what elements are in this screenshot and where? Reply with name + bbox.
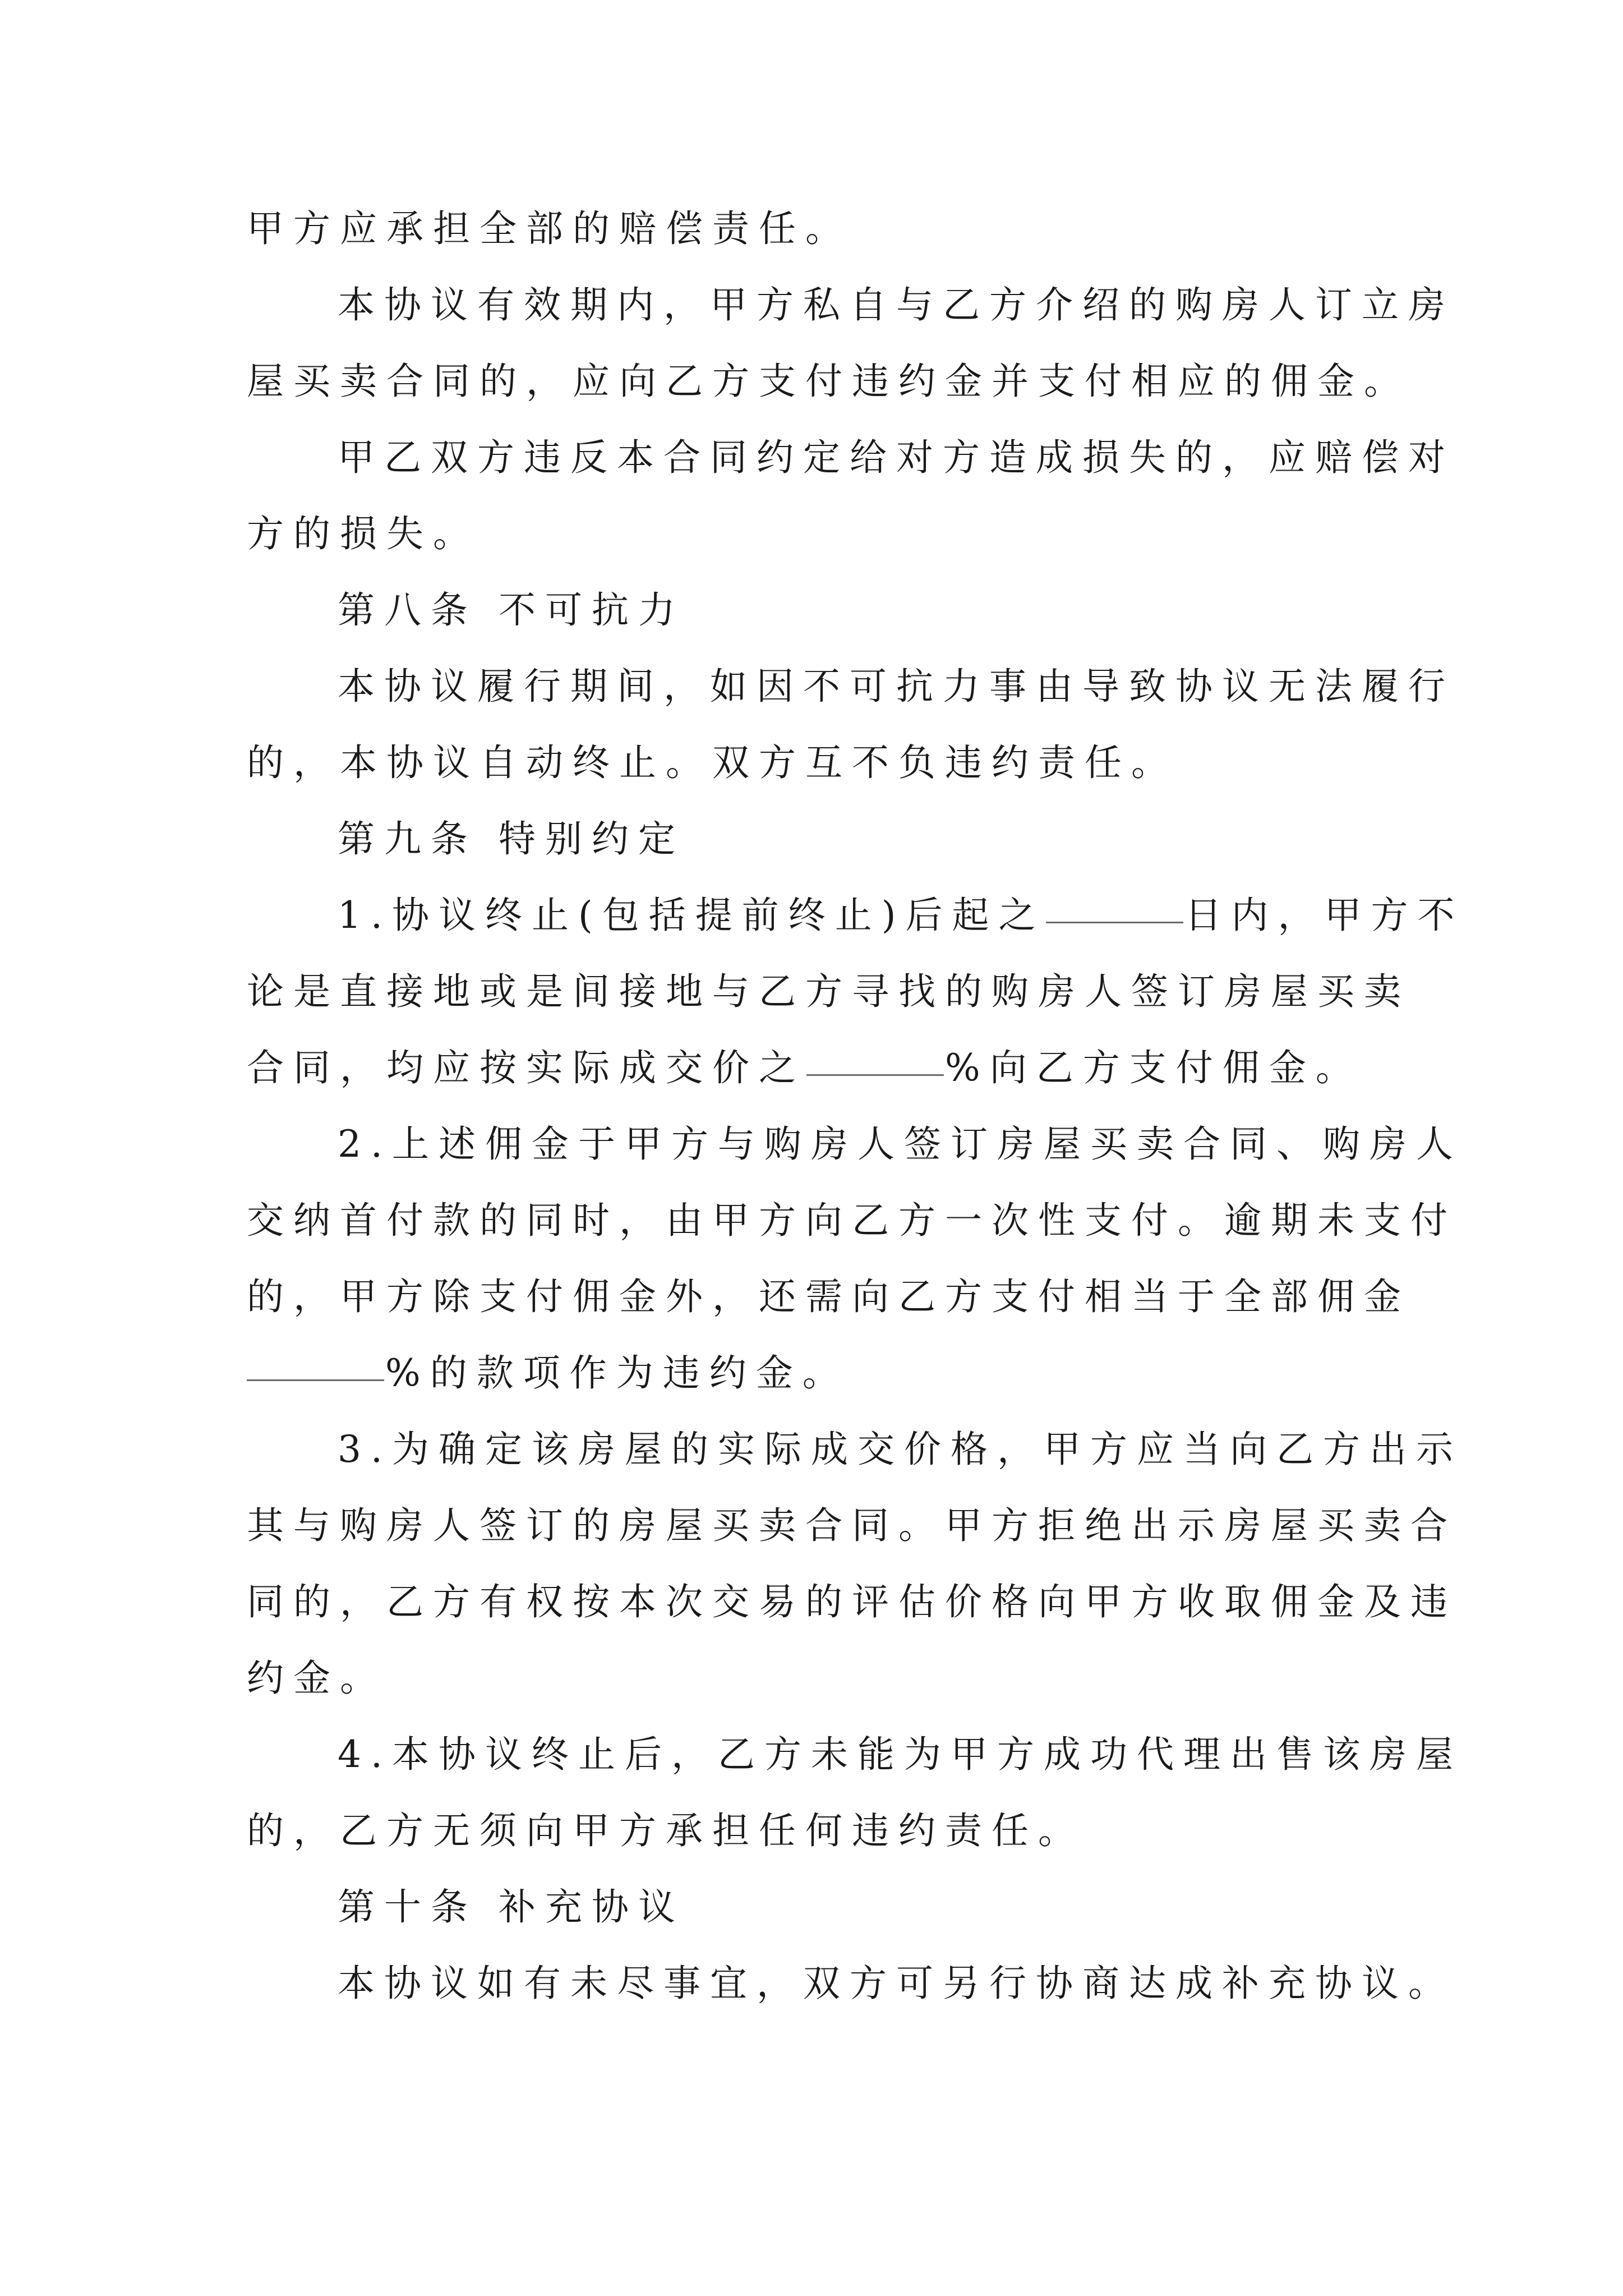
fill-in-blank-days[interactable] — [1046, 919, 1183, 923]
text-span: %的款项作为违约金。 — [385, 1351, 849, 1395]
clause-1-line — [338, 877, 1464, 954]
text-line: 的，甲方除支付佣金外，还需向乙方支付相当于全部佣金 — [247, 1275, 1410, 1318]
text-line — [247, 1335, 849, 1411]
paragraph-start-line: 本协议有效期内，甲方私自与乙方介绍的购房人订立房 — [338, 283, 1455, 326]
text-span: 1.协议终止(包括提前终止)后起之 — [338, 894, 1045, 937]
text-line: 屋买卖合同的，应向乙方支付违约金并支付相应的佣金。 — [247, 360, 1410, 403]
text-line: 交纳首付款的同时，由甲方向乙方一次性支付。逾期未支付 — [247, 1199, 1457, 1242]
clause-3-line: 3.为确定该房屋的实际成交价格，甲方应当向乙方出示 — [338, 1428, 1463, 1471]
text-line: 同的，乙方有权按本次交易的评估价格向甲方收取佣金及违 — [247, 1580, 1457, 1623]
text-span: %向乙方支付佣金。 — [945, 1046, 1362, 1089]
section-heading-article-8: 第八条 不可抗力 — [338, 588, 685, 632]
paragraph-start-line: 本协议如有未尽事宜，双方可另行协商达成补充协议。 — [338, 1962, 1455, 2005]
section-heading-article-9: 第九条 特别约定 — [338, 817, 685, 861]
text-line: 方的损失。 — [247, 512, 479, 555]
clause-2-line: 2.上述佣金于甲方与购房人签订房屋买卖合同、购房人 — [338, 1122, 1463, 1166]
text-span: 日内，甲方不 — [1184, 894, 1464, 937]
paragraph-start-line: 本协议履行期间，如因不可抗力事由导致协议无法履行 — [338, 665, 1455, 708]
text-line: 甲方应承担全部的赔偿责任。 — [247, 207, 852, 250]
clause-4-line: 4.本协议终止后，乙方未能为甲方成功代理出售该房屋 — [338, 1733, 1463, 1776]
fill-in-blank-commission-percent[interactable] — [806, 1072, 944, 1076]
text-span: 合同，均应按实际成交价之 — [247, 1046, 805, 1089]
section-heading-article-10: 第十条 补充协议 — [338, 1885, 685, 1929]
text-line: 的，本协议自动终止。双方互不负违约责任。 — [247, 741, 1178, 784]
paragraph-start-line: 甲乙双方违反本合同约定给对方造成损失的，应赔偿对 — [338, 436, 1455, 479]
text-line — [247, 1030, 1362, 1106]
text-line: 论是直接地或是间接地与乙方寻找的购房人签订房屋买卖 — [247, 970, 1410, 1013]
text-line: 的，乙方无须向甲方承担任何违约责任。 — [247, 1809, 1085, 1852]
text-line: 约金。 — [247, 1657, 386, 1700]
text-line: 其与购房人签订的房屋买卖合同。甲方拒绝出示房屋买卖合 — [247, 1504, 1457, 1547]
fill-in-blank-penalty-percent[interactable] — [247, 1377, 384, 1381]
